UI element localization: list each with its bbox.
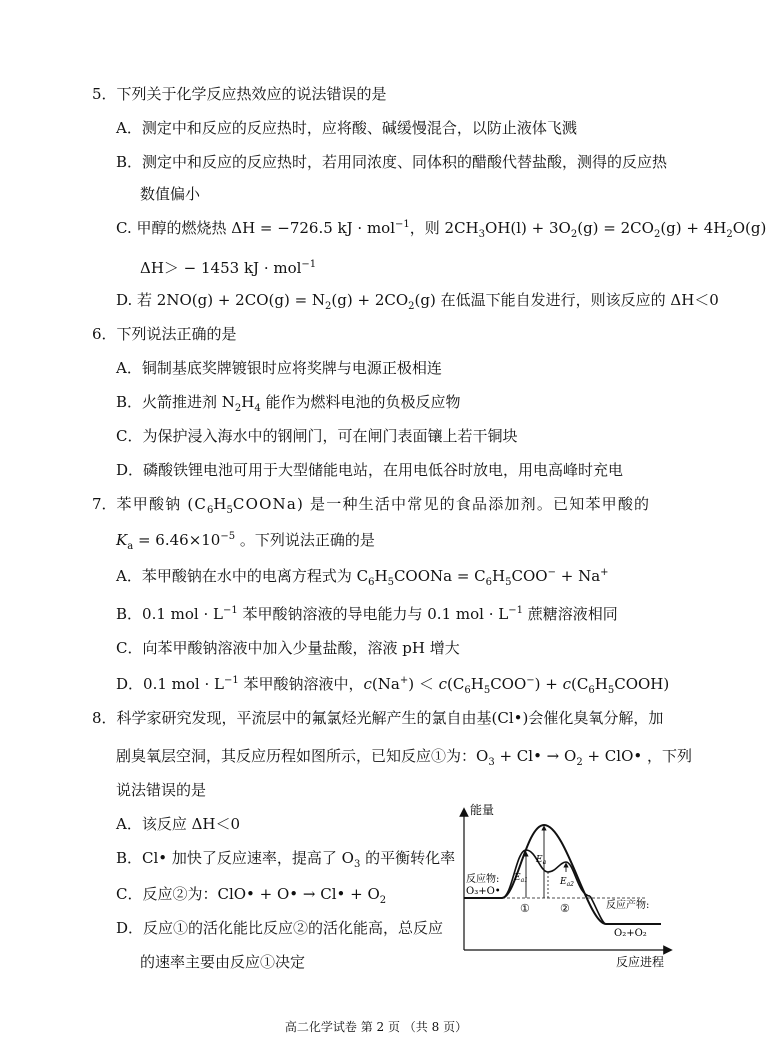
q5-d-text1: D. 若 2NO(g) + 2CO(g) = N — [116, 291, 326, 309]
q6-b-text2: H — [241, 393, 255, 411]
q7-a-minus: − — [547, 567, 556, 578]
q5-c-sup: −1 — [395, 219, 410, 230]
x-axis-label: 反应进程 — [616, 955, 665, 969]
q7-a-h2: H — [492, 567, 506, 585]
q6-b-sub1: 2 — [234, 403, 242, 414]
q7-stem-text1: 苯甲酸钠 (C — [116, 495, 208, 513]
q6-b-text1: B．火箭推进剂 N — [116, 393, 235, 411]
q7-d-na: (Na — [371, 675, 400, 693]
q8-stem-text2: 剧臭氧层空洞，其反应历程如图所示，已知反应①为：O — [116, 747, 489, 765]
q8-stem-text1: 科学家研究发现，平流层中的氟氯烃光解产生的氯自由基(Cl•)会催化臭氧分解，加 — [116, 709, 664, 727]
q6-b-sub2: 4 — [254, 403, 261, 414]
q5-option-b: B．测定中和反应的反应热时，若用同浓度、同体积的醋酸代替盐酸，测得的反应热 — [116, 153, 668, 171]
q5-option-c — [116, 218, 766, 238]
q7-d-sub5b: 5 — [607, 685, 615, 696]
q7-b-text2: 苯甲酸钠溶液的导电能力与 0.1 mol · L — [237, 605, 509, 623]
q5-option-a: A．测定中和反应的反应热时，应将酸、碱缓慢混合，以防止液体飞溅 — [116, 119, 577, 137]
ea-label: $E_a$ — [536, 855, 547, 866]
q5-c2-text: ΔH＞ − 1453 kJ · mol — [140, 259, 302, 277]
q7-d-minus: − — [526, 675, 535, 686]
q7-option-b — [116, 604, 618, 624]
q6-b-text3: 能作为燃料电池的负极反应物 — [260, 393, 461, 411]
q7-d-sub6b: 6 — [588, 685, 595, 696]
q5-c-eq4: O(g) — [732, 219, 766, 237]
step2-marker: ② — [560, 902, 570, 915]
q7-d-sub5a: 5 — [483, 685, 491, 696]
q7-b-text1: B．0.1 mol · L — [116, 605, 223, 623]
q6-stem-text: 下列说法正确的是 — [116, 325, 237, 343]
q8-option-a: A．该反应 ΔH＜0 — [116, 815, 241, 833]
q7-a-sub6b: 6 — [485, 577, 493, 588]
q8-option-d-cont: 的速率主要由反应①决定 — [140, 953, 306, 971]
q7-d-c3: c — [562, 675, 572, 693]
y-axis-label: 能量 — [470, 803, 495, 817]
q7-d-h1: H — [470, 675, 484, 693]
q5-d-sub2: 2 — [408, 301, 415, 312]
q7-a-sub5b: 5 — [505, 577, 512, 588]
products-label: 反应产物: — [606, 900, 650, 911]
q5-c-text1: C. 甲醇的燃烧热 ΔH = −726.5 kJ · mol — [116, 219, 396, 237]
q5-c-eq3: (g) + 4H — [660, 219, 727, 237]
q8-stem-line2 — [116, 746, 692, 766]
q7-b-text3: 蔗糖溶液相同 — [522, 605, 618, 623]
q5-c-sub2c: 2 — [726, 229, 733, 240]
q7-ka-value: = 6.46×10 — [133, 531, 221, 549]
q7-a-sub6a: 6 — [368, 577, 375, 588]
q6-option-d: D．磷酸铁锂电池可用于大型储能电站，在用电低谷时放电，用电高峰时充电 — [116, 461, 624, 479]
q8-option-d: D．反应①的活化能比反应②的活化能高，总反应 — [116, 919, 444, 937]
q8-option-b — [116, 848, 455, 868]
q5-d-text2: (g) + 2CO — [331, 291, 409, 309]
q5-c-sub2b: 2 — [653, 229, 661, 240]
q7-b-sup1: −1 — [222, 605, 238, 616]
products-formula: O₂+O₂ — [614, 928, 647, 939]
q7-d-cooh1: (C — [571, 675, 589, 693]
q8-b-text1: B．Cl• 加快了反应速率，提高了 O — [116, 849, 354, 867]
q5-number: 5． — [92, 85, 117, 103]
q5-stem-text: 下列关于化学反应热效应的说法错误的是 — [116, 85, 387, 103]
q7-d-cooh2: COOH) — [614, 675, 670, 693]
q7-ka-exp: −5 — [220, 531, 236, 542]
q7-a-text1: A．苯甲酸钠在水中的电离方程式为 C — [116, 567, 369, 585]
q7-a-sub5a: 5 — [387, 577, 394, 588]
q6-option-b — [116, 392, 461, 412]
q7-number: 7． — [92, 495, 117, 513]
energy-profile-diagram — [456, 800, 676, 970]
ea1-label: $E_{a1}$ — [514, 873, 528, 884]
q7-stem-text2: COONa) 是一种生活中常见的食品添加剂。已知苯甲酸的 — [232, 495, 651, 513]
q7-ka-a: a — [127, 541, 134, 552]
q5-c-text2: ，则 2CH — [409, 219, 479, 237]
q8-option-c — [116, 884, 386, 904]
q5-c-sub3: 3 — [478, 229, 486, 240]
q5-c-eq1: OH(l) + 3O — [485, 219, 571, 237]
q7-d-sub6a: 6 — [464, 685, 471, 696]
q7-d-text2: 苯甲酸钠溶液中， — [238, 675, 364, 693]
q6-number: 6． — [92, 325, 117, 343]
q8-c-sub2: 2 — [379, 895, 387, 906]
q7-a-text2: COONa = C — [393, 567, 486, 585]
q7-a-text3: COO — [511, 567, 548, 585]
step1-marker: ① — [520, 902, 530, 915]
q7-d-sup: −1 — [223, 675, 239, 686]
q8-b-sub3: 3 — [353, 859, 361, 870]
q5-d-sub1: 2 — [325, 301, 332, 312]
q7-a-plus: + — [600, 567, 609, 578]
q6-option-c: C．为保护浸入海水中的钢闸门，可在闸门表面镶上若干铜块 — [116, 427, 518, 445]
q6-option-a: A．铜制基底奖牌镀银时应将奖牌与电源正极相连 — [116, 359, 442, 377]
reactants-formula: O₃+O• — [466, 886, 501, 897]
q6-stem — [92, 324, 237, 344]
q5-option-c-cont — [140, 258, 316, 278]
q7-d-lt: ) ＜ — [408, 675, 439, 693]
q7-d-plus: ) + — [534, 675, 563, 693]
q8-c-text: C．反应②为：ClO• + O• → Cl• + O — [116, 885, 380, 903]
q8-number: 8． — [92, 709, 117, 727]
q7-d-h2: H — [594, 675, 608, 693]
ea2-label: $E_{a2}$ — [560, 877, 574, 888]
q8-stem-line3: 说法错误的是 — [116, 781, 207, 799]
q7-stem-h: H — [213, 495, 227, 513]
q7-option-d — [116, 674, 669, 694]
q8-stem — [92, 708, 663, 728]
q7-d-plus-sup: + — [399, 675, 409, 686]
q8-stem-sub3: 3 — [488, 757, 495, 768]
q7-d-c1: c — [363, 675, 372, 693]
q5-stem — [92, 84, 387, 104]
q5-c2-sup: −1 — [301, 259, 317, 270]
q7-b-sup2: −1 — [508, 605, 523, 616]
q8-stem-text3: + Cl• → O — [494, 747, 577, 765]
q7-stem-sub5: 5 — [226, 505, 233, 516]
q8-stem-text4: + ClO• ，下列 — [582, 747, 692, 765]
q7-d-c2: c — [438, 675, 448, 693]
q7-d-coo1: (C — [447, 675, 465, 693]
q7-a-text4: + Na — [555, 567, 601, 585]
q7-ka-k: K — [116, 531, 128, 549]
q7-a-h1: H — [374, 567, 388, 585]
q7-stem-text3: 。下列说法正确的是 — [235, 531, 375, 549]
q5-option-d — [116, 290, 719, 310]
q7-stem-sub6: 6 — [207, 505, 214, 516]
q5-d-text3: (g) 在低温下能自发进行，则该反应的 ΔH＜0 — [414, 291, 719, 309]
q7-d-text1: D．0.1 mol · L — [116, 675, 224, 693]
page-footer: 高二化学试卷 第 2 页 （共 8 页） — [284, 1020, 468, 1034]
q7-option-a — [116, 566, 609, 586]
q7-option-c: C．向苯甲酸钠溶液中加入少量盐酸，溶液 pH 增大 — [116, 639, 460, 657]
q5-c-sub2a: 2 — [570, 229, 578, 240]
q8-stem-sub2: 2 — [576, 757, 583, 768]
q5-c-eq2: (g) = 2CO — [577, 219, 654, 237]
reactants-label: 反应物: — [466, 874, 500, 885]
q7-stem-line2 — [116, 530, 375, 550]
q7-stem — [92, 494, 650, 514]
q5-option-b-cont: 数值偏小 — [140, 185, 201, 203]
q8-b-text2: 的平衡转化率 — [360, 849, 456, 867]
q7-d-coo2: COO — [490, 675, 527, 693]
